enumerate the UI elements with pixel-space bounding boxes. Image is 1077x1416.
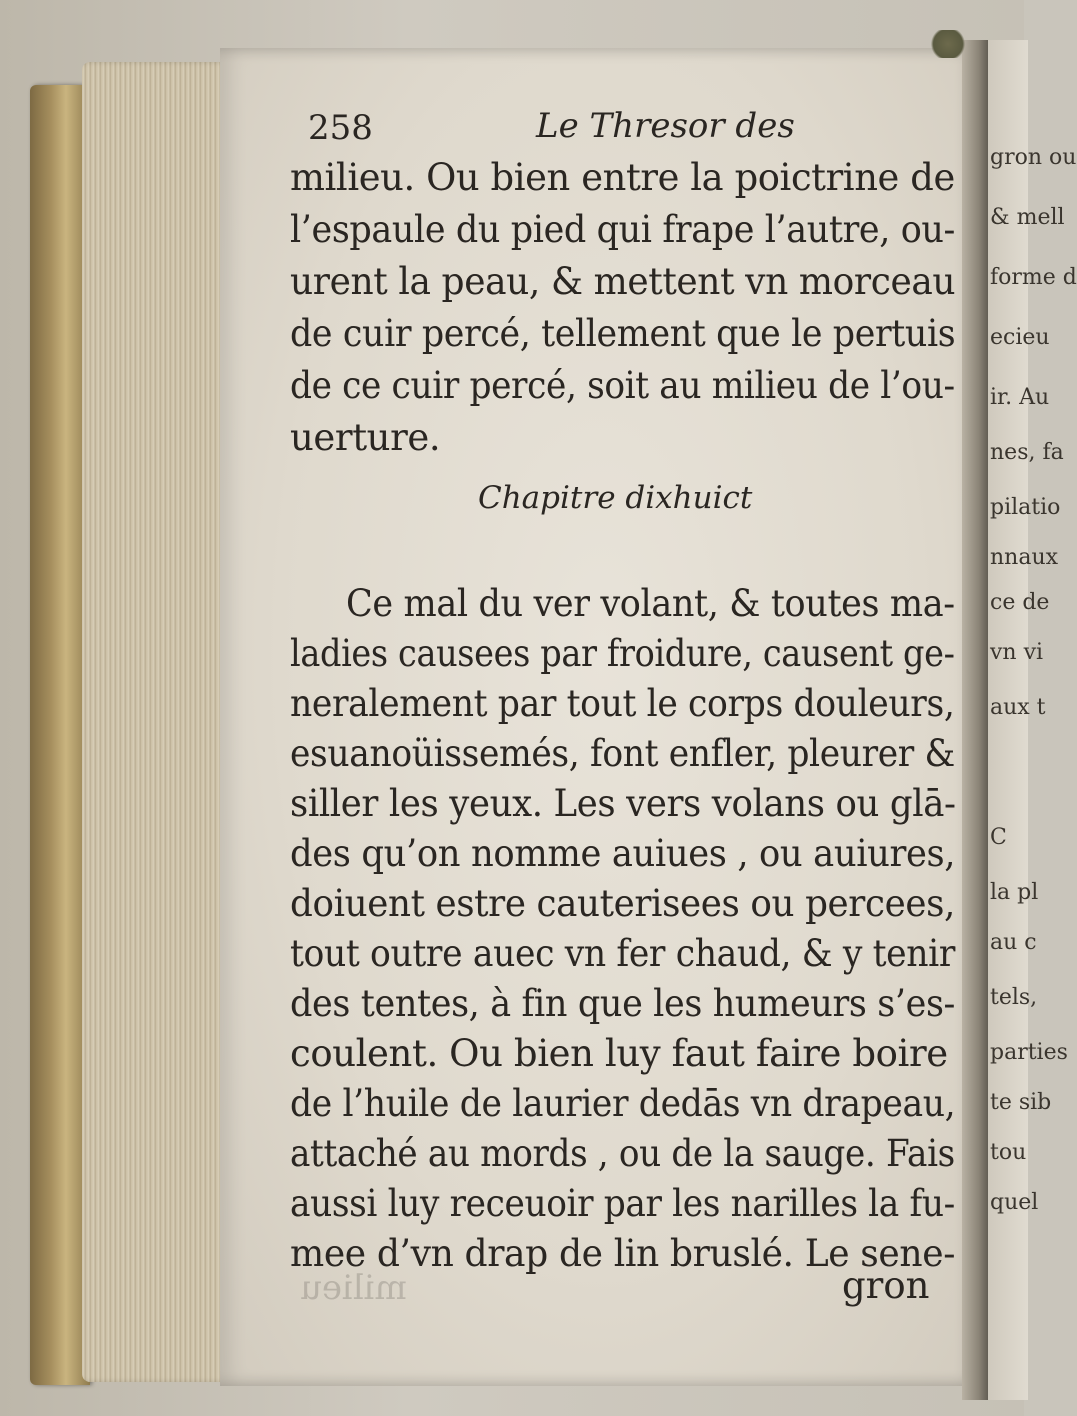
facing-page (988, 40, 1077, 1400)
ribbon-thread (928, 30, 968, 58)
text-line: Ce mal du ver volant, & toutes ma- (346, 582, 955, 625)
facing-fragment: nnaux (990, 545, 1059, 570)
facing-fragment: la pl (990, 880, 1039, 905)
facing-fragment: vn vi (990, 640, 1044, 665)
facing-fragment: ce de (990, 590, 1050, 615)
text-line: attaché au mords , ou de la sauge. Fais (290, 1132, 955, 1175)
text-line: siller les yeux. Les vers volans ou glā- (290, 782, 956, 825)
text-line: aussi luy receuoir par les narilles la fu- (290, 1182, 955, 1225)
facing-fragment: quel (990, 1190, 1039, 1215)
facing-fragment: nes, fa (990, 440, 1064, 465)
page-edges (82, 62, 232, 1382)
facing-fragment: ir. Au (990, 385, 1050, 410)
text-line: de l’huile de laurier dedās vn drapeau, (290, 1082, 956, 1125)
text-line: tout outre auec vn fer chaud, & y tenir (290, 932, 956, 975)
running-title: Le Thresor des (536, 106, 795, 146)
show-through-text: milieu (300, 1268, 407, 1308)
facing-fragment: ecieu (990, 325, 1050, 350)
page-number: 258 (308, 108, 373, 148)
facing-fragment: te sib (990, 1090, 1052, 1115)
text-line: de cuir percé, tellement que le pertuis (290, 312, 956, 355)
text-line: des tentes, à fin que les humeurs s’es- (290, 982, 956, 1025)
facing-fragment: forme d (990, 265, 1077, 290)
text-line: urent la peau, & mettent vn morceau (290, 260, 956, 303)
chapter-heading: Chapitre dixhuict (478, 480, 753, 516)
facing-fragment: parties (990, 1040, 1068, 1065)
facing-fragment: C (990, 825, 1007, 850)
text-line: de ce cuir percé, soit au milieu de l’ou- (290, 364, 955, 407)
text-line: uerture. (290, 416, 441, 459)
facing-fragment: aux t (990, 695, 1046, 720)
book-gutter (962, 40, 990, 1400)
text-line: mee d’vn drap de lin bruslé. Le sene- (290, 1232, 955, 1275)
facing-fragment: tels, (990, 985, 1038, 1010)
text-line: coulent. Ou bien luy faut faire boire (290, 1032, 948, 1075)
text-line: ladies causees par froidure, causent ge- (290, 632, 955, 675)
facing-fragment: pilatio (990, 495, 1061, 520)
text-line: des qu’on nomme auiues , ou auiures, (290, 832, 956, 875)
text-line: l’espaule du pied qui frape l’autre, ou- (290, 208, 955, 251)
catchword: gron (842, 1264, 930, 1307)
text-line: milieu. Ou bien entre la poictrine de (290, 156, 955, 199)
facing-fragment: tou (990, 1140, 1027, 1165)
book-cover-edge (30, 85, 90, 1385)
facing-fragment: gron ou (990, 145, 1077, 170)
text-line: esuanoüissemés, font enfler, pleurer & (290, 732, 955, 775)
text-line: doiuent estre cauterisees ou percees, (290, 882, 955, 925)
facing-fragment: & mell (990, 205, 1065, 230)
facing-fragment: au c (990, 930, 1037, 955)
text-line: neralement par tout le corps douleurs, (290, 682, 955, 725)
running-head (288, 102, 948, 152)
